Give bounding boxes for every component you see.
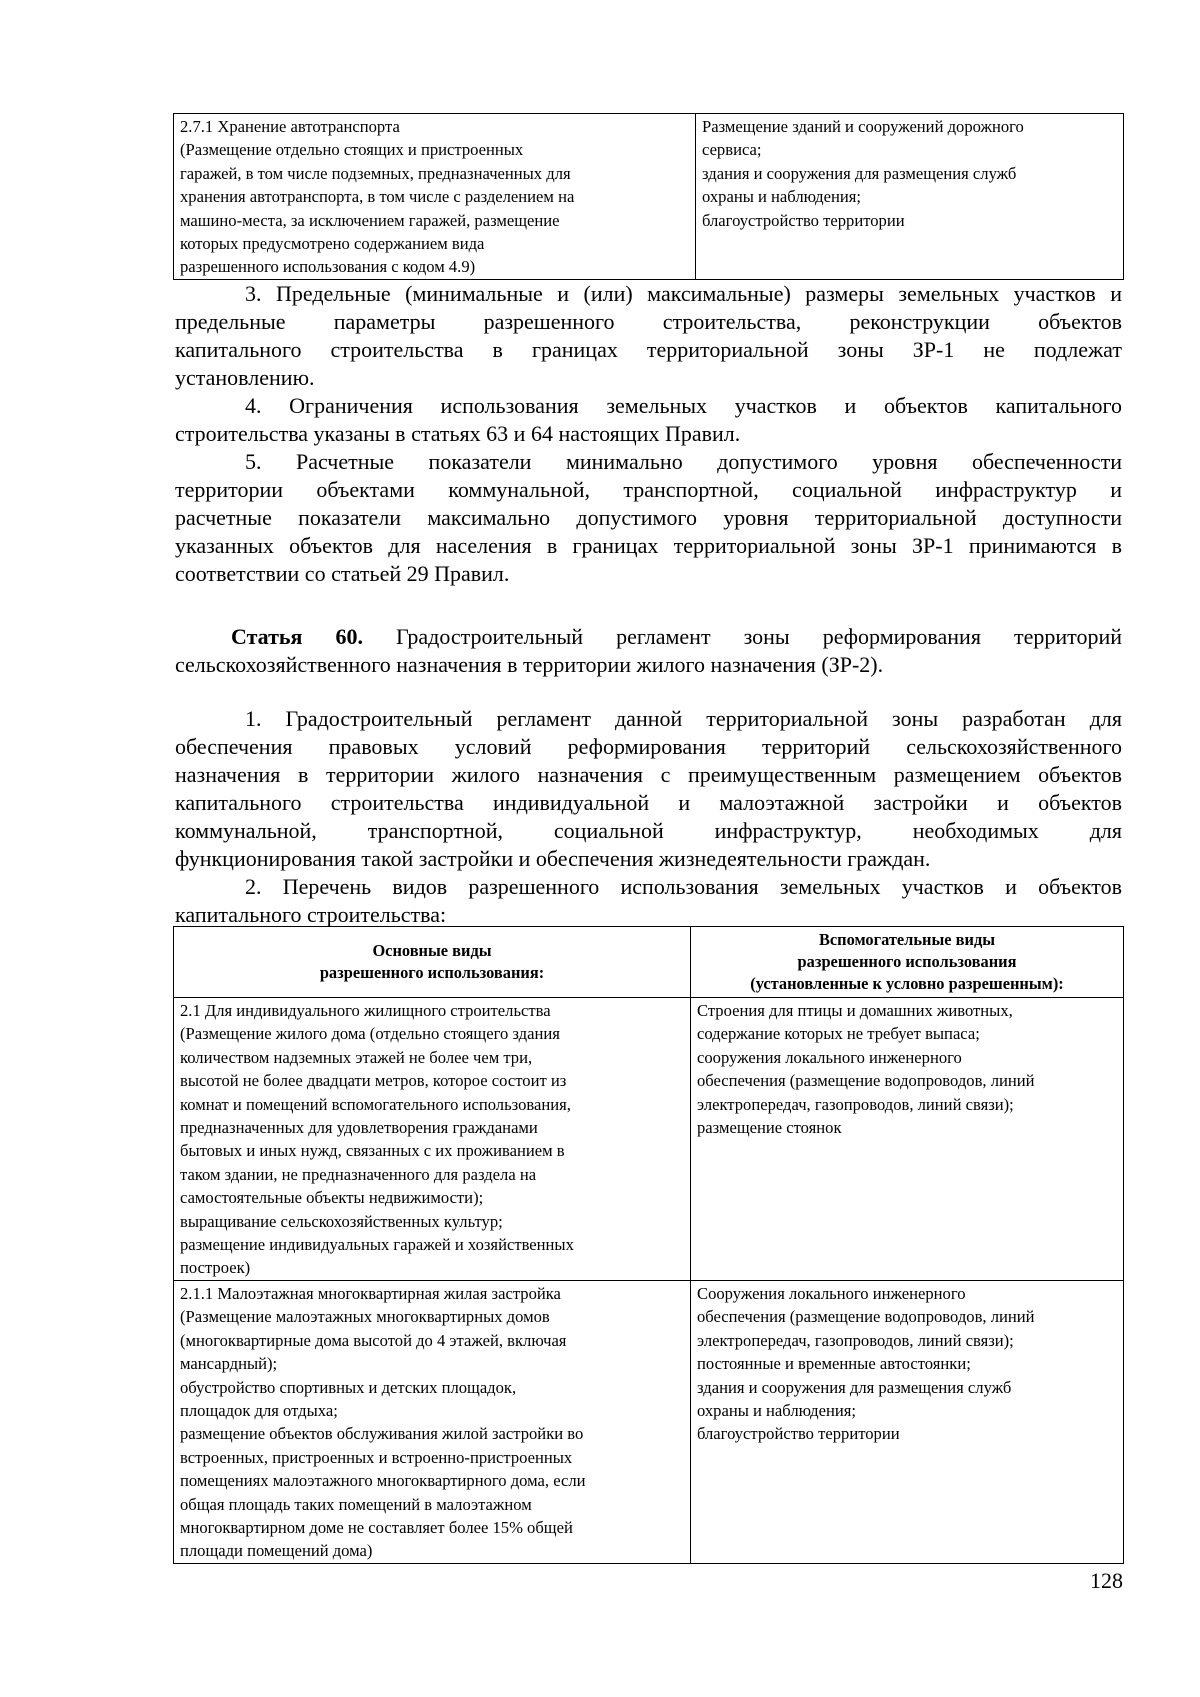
text-line: установлению. [175, 365, 315, 390]
text-line: 5. Расчетные показатели минимально допустимого уровня обеспеченности [245, 449, 1122, 474]
cell-line: благоустройство территории [697, 1424, 900, 1444]
cell-line: 2.1.1 Малоэтажная многоквартирная жилая застройка [180, 1283, 561, 1303]
table2-right-cell [691, 1280, 1124, 1563]
text-line: 1. Градостроительный регламент данной территориальной зоны разработан для [245, 706, 1122, 731]
cell-line: площади помещений дома) [180, 1541, 373, 1561]
table-row [174, 1280, 1124, 1563]
cell-line: обеспечения (размещение водопроводов, линий [697, 1071, 1035, 1091]
article-title-line [175, 623, 1122, 651]
table-header-row [174, 927, 1124, 998]
cell-line: бытовых и иных нужд, связанных с их проживанием в [180, 1141, 565, 1161]
cell-line: здания и сооружения для размещения служб [702, 163, 1017, 183]
paragraph-3 [175, 280, 1122, 392]
cell-line: построек) [180, 1258, 251, 1278]
cell-line: площадок для отдыха; [180, 1400, 338, 1420]
paragraph-60-2 [175, 873, 1122, 929]
cell-line: 2.7.1 Хранение автотранспорта [180, 117, 400, 136]
text-line: 4. Ограничения использования земельных участков и объектов капитального [245, 393, 1122, 418]
text-line: капитального строительства: [175, 902, 447, 927]
cell-line: выращивание сельскохозяйственных культур; [180, 1211, 503, 1231]
cell-line: охраны и наблюдения; [697, 1400, 856, 1420]
cell-line: гаражей, в том числе подземных, предназначенных для [180, 163, 571, 183]
cell-line: сервиса; [702, 140, 762, 160]
text-line: назначения в территории жилого назначения с преимущественным размещением объектов [175, 762, 1122, 787]
article-heading [175, 623, 1122, 679]
cell-line: (Размещение малоэтажных многоквартирных домов [180, 1307, 550, 1327]
table-row [174, 114, 1124, 280]
text-line: 2. Перечень видов разрешенного использования земельных участков и объектов [245, 874, 1122, 899]
cell-line: встроенных, пристроенных и встроенно-пристроенных [180, 1447, 573, 1467]
cell-line: высотой не более двадцати метров, которое состоит из [180, 1071, 567, 1091]
text-line: коммунальной, транспортной, социальной инфраструктур, необходимых для [175, 818, 1122, 843]
table2-right-cell [691, 998, 1124, 1281]
cell-line: (Размещение отдельно стоящих и пристроенных [180, 140, 524, 160]
text-line: расчетные показатели максимально допустимого уровня территориальной доступности [175, 505, 1122, 530]
cell-line: размещение стоянок [697, 1118, 842, 1138]
cell-line: содержание которых не требует выпаса; [697, 1024, 980, 1044]
text-line: предельные параметры разрешенного строительства, реконструкции объектов [175, 309, 1122, 334]
cell-line: разрешенного использования с кодом 4.9) [180, 257, 476, 277]
cell-line: размещение индивидуальных гаражей и хозяйственных [180, 1235, 574, 1255]
table2-left-cell [174, 998, 691, 1281]
table2-left-cell [174, 1280, 691, 1563]
header-main-uses [174, 927, 691, 998]
table1-left-cell [174, 114, 696, 280]
cell-line: помещениях малоэтажного многоквартирного дома, если [180, 1471, 586, 1491]
cell-line: таком здании, не предназначенного для раздела на [180, 1164, 537, 1184]
table-1 [173, 113, 1124, 280]
page-number: 128 [1090, 1568, 1123, 1593]
cell-line: сооружения локального инженерного [697, 1047, 962, 1067]
cell-line: (многоквартирные дома высотой до 4 этажей, включая [180, 1330, 567, 1350]
header-auxiliary-uses [691, 927, 1124, 998]
cell-line: обустройство спортивных и детских площадок, [180, 1377, 517, 1397]
header-line: разрешенного использования [797, 952, 1017, 971]
article-title-line: сельскохозяйственного назначения в территории жилого назначения (ЗР-2). [175, 652, 884, 677]
text-line: капитального строительства индивидуальной и малоэтажной застройки и объектов [175, 790, 1122, 815]
header-line: разрешенного использования: [319, 963, 545, 982]
text-line: 3. Предельные (минимальные и (или) максимальные) размеры земельных участков и [245, 281, 1122, 306]
cell-line: Размещение зданий и сооружений дорожного [702, 117, 1024, 136]
cell-line: предназначенных для удовлетворения гражданами [180, 1118, 538, 1138]
cell-line: мансардный); [180, 1354, 278, 1374]
cell-line: благоустройство территории [702, 210, 905, 230]
text-line: соответствии со статьей 29 Правил. [175, 561, 510, 586]
cell-line: многоквартирном доме не составляет более 15% общей [180, 1517, 573, 1537]
table1-right-cell [696, 114, 1124, 280]
header-line: Вспомогательные виды [818, 930, 996, 949]
table-row [174, 998, 1124, 1281]
text-line: указанных объектов для населения в границах территориальной зоны ЗР-1 принимаются в [175, 533, 1122, 558]
text-line: строительства указаны в статьях 63 и 64 настоящих Правил. [175, 421, 741, 446]
article-label: Статья 60. [231, 624, 363, 649]
table-2 [173, 926, 1124, 1564]
paragraph-4 [175, 392, 1122, 448]
cell-line: охраны и наблюдения; [702, 187, 861, 207]
cell-line: 2.1 Для индивидуального жилищного строительства [180, 1001, 551, 1020]
cell-line: количеством надземных этажей не более чем три, [180, 1047, 533, 1067]
cell-line: постоянные и временные автостоянки; [697, 1354, 971, 1374]
cell-line: самостоятельные объекты недвижимости); [180, 1188, 484, 1208]
text-line: капитального строительства в границах территориальной зоны ЗР-1 не подлежат [175, 337, 1122, 362]
paragraph-60-1 [175, 705, 1122, 873]
header-line: Основные виды [372, 941, 492, 960]
cell-line: Строения для птицы и домашних животных, [697, 1001, 1013, 1020]
text-line: обеспечения правовых условий реформирования территорий сельскохозяйственного [175, 734, 1122, 759]
header-line: (установленные к условно разрешенным): [750, 974, 1064, 993]
cell-line: размещение объектов обслуживания жилой застройки во [180, 1424, 584, 1444]
cell-line: машино-места, за исключением гаражей, размещение [180, 210, 560, 230]
cell-line: комнат и помещений вспомогательного использования, [180, 1094, 571, 1114]
cell-line: хранения автотранспорта, в том числе с разделением на [180, 187, 575, 207]
cell-line: (Размещение жилого дома (отдельно стоящего здания [180, 1024, 560, 1044]
cell-line: Сооружения локального инженерного [697, 1283, 966, 1303]
cell-line: электропередач, газопроводов, линий связи); [697, 1094, 1014, 1114]
cell-line: электропередач, газопроводов, линий связи); [697, 1330, 1014, 1350]
cell-line: обеспечения (размещение водопроводов, линий [697, 1307, 1035, 1327]
cell-line: общая площадь таких помещений в малоэтажном [180, 1494, 532, 1514]
article-title: Градостроительный регламент зоны реформирования территорий [396, 624, 1122, 649]
cell-line: которых предусмотрено содержанием вида [180, 234, 485, 254]
paragraph-5 [175, 448, 1122, 588]
text-line: функционирования такой застройки и обеспечения жизнедеятельности граждан. [175, 846, 931, 871]
text-line: территории объектами коммунальной, транспортной, социальной инфраструктур и [175, 477, 1122, 502]
cell-line: здания и сооружения для размещения служб [697, 1377, 1012, 1397]
